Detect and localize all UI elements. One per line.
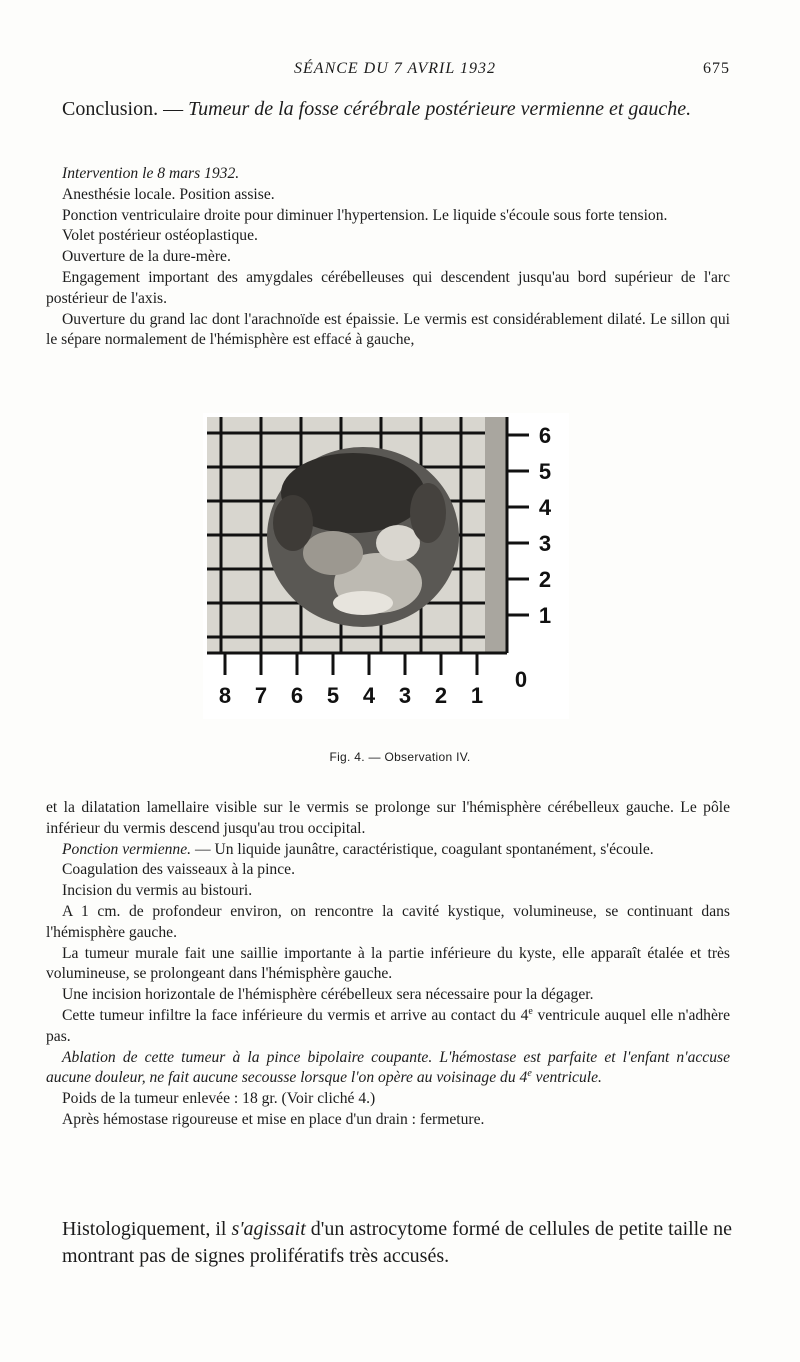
paragraph-text: ventricule.	[531, 1069, 602, 1087]
histology-italic: s'agissait	[231, 1218, 306, 1240]
ponction-vermienne: Ponction vermienne.	[62, 840, 192, 858]
histology-text: d'un astrocytome formé de cellules de petite taille ne montrant pas de signes prolifératifs très accusés.	[62, 1218, 732, 1267]
scale-h-2: 2	[434, 683, 448, 708]
scale-v-5: 5	[538, 459, 552, 484]
running-header	[60, 60, 730, 84]
paragraph: Poids de la tumeur enlevée : 18 gr. (Voir cliché 4.)	[62, 1090, 376, 1108]
intervention-section	[46, 164, 730, 351]
scale-v-4: 4	[538, 495, 552, 520]
scale-h-7: 7	[254, 683, 268, 708]
superscript: e	[527, 1068, 532, 1080]
paragraph	[46, 1048, 730, 1090]
paragraph: Après hémostase rigoureuse et mise en place d'un drain : fermeture.	[62, 1110, 485, 1128]
paragraph: Coagulation des vaisseaux à la pince.	[62, 861, 295, 879]
scale-v-2: 2	[538, 567, 552, 592]
scale-h-8: 8	[218, 683, 232, 708]
tumor-mass	[267, 447, 459, 627]
histology-paragraph	[62, 1216, 732, 1270]
paragraph: La tumeur murale fait une saillie importante à la partie inférieure du kyste, elle apparaît étalée et très volumineuse, se prolongeant dans l'hémisphère gauche.	[46, 944, 730, 983]
paragraph	[46, 1006, 730, 1048]
paragraph	[46, 840, 730, 861]
paragraph: Une incision horizontale de l'hémisphère cérébelleux sera nécessaire pour la dégager.	[62, 986, 594, 1004]
paragraph: et la dilatation lamellaire visible sur le vermis se prolonge sur l'hémisphère cérébelleux gauche. Le pôle inférieur du vermis descend jusqu'au trou occipital.	[46, 799, 730, 837]
paragraph-text: ventricule auquel elle n'adhère pas.	[46, 1006, 731, 1045]
conclusion-lead: Conclusion. —	[62, 98, 189, 120]
scale-h-1: 1	[470, 683, 484, 708]
paragraph-text: — Un liquide jaunâtre, caractéristique, coagulant spontanément, s'écoule.	[191, 840, 654, 858]
scale-h-4: 4	[362, 683, 376, 708]
intervention-line: Engagement important des amygdales cérébelleuses qui descendent jusqu'au bord supérieur de l'arc postérieur de l'axis.	[46, 268, 730, 307]
paragraph-text: Ablation de cette tumeur à la pince bipolaire coupante. L'hémostase est parfaite et l'enfant n'accuse aucune douleur, ne fait aucune secousse lorsque l'on opère au voisinage du 4	[46, 1048, 730, 1087]
intervention-line: Ponction ventriculaire droite pour diminuer l'hypertension. Le liquide s'écoule sous forte tension.	[62, 206, 668, 224]
intervention-line: Anesthésie locale. Position assise.	[62, 185, 275, 203]
scale-h-3: 3	[398, 683, 412, 708]
scale-h-6: 6	[290, 683, 304, 708]
paragraph: Incision du vermis au bistouri.	[62, 882, 253, 900]
intervention-line: Ouverture du grand lac dont l'arachnoïde est épaissie. Le vermis est considérablement dilaté. Le sillon qui le sépare normalement de l'hémisphère est effacé à gauche,	[46, 310, 730, 349]
intervention-line: Ouverture de la dure-mère.	[62, 248, 231, 266]
scale-v-1: 1	[538, 603, 552, 628]
paragraph: A 1 cm. de profondeur environ, on rencontre la cavité kystique, volumineuse, se continuant dans l'hémisphère gauche.	[46, 902, 730, 941]
conclusion-heading	[62, 96, 732, 122]
page-number: 675	[703, 60, 730, 77]
scale-h-5: 5	[326, 683, 340, 708]
intervention-title: Intervention le 8 mars 1932.	[62, 165, 240, 182]
conclusion-text: Tumeur de la fosse cérébrale postérieure vermienne et gauche.	[188, 98, 692, 120]
tumor-photograph	[203, 413, 569, 719]
histology-text: Histologiquement, il	[62, 1218, 232, 1240]
operation-continuation	[46, 798, 730, 1131]
paragraph-text: Cette tumeur infiltre la face inférieure du vermis et arrive au contact du 4	[62, 1006, 529, 1024]
scale-origin: 0	[514, 667, 528, 692]
superscript: e	[528, 1005, 533, 1017]
intervention-line: Volet postérieur ostéoplastique.	[62, 227, 258, 245]
photo-svg	[203, 413, 569, 719]
running-title: SÉANCE DU 7 AVRIL 1932	[294, 60, 496, 77]
scale-v-6: 6	[538, 423, 552, 448]
figure-caption: Fig. 4. — Observation IV.	[329, 750, 471, 764]
scale-v-3: 3	[538, 531, 552, 556]
